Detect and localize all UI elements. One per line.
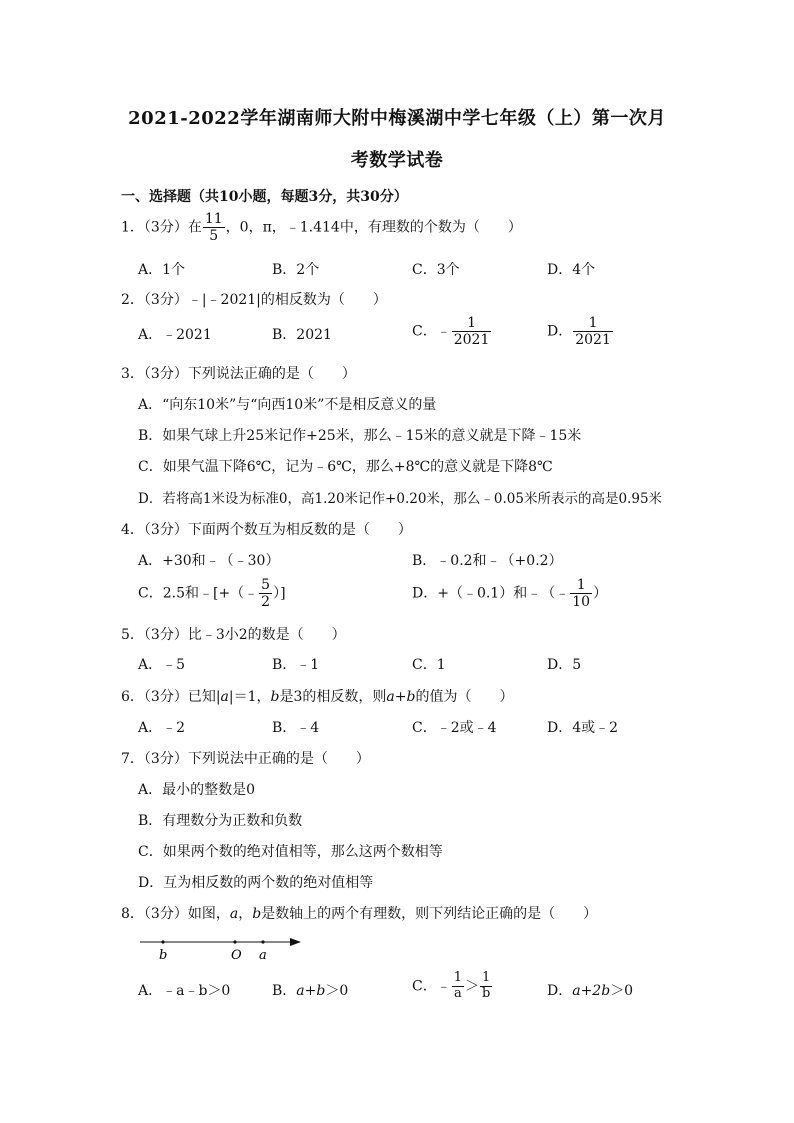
q4-option-c-prefix: C．2.5和﹣[+（﹣	[138, 585, 259, 602]
q3-option-b: B．如果气球上升25米记作+25米，那么﹣15米的意义就是下降﹣15米	[138, 428, 582, 444]
q1-option-d: D．4个	[547, 262, 596, 278]
fraction-5-2	[259, 577, 272, 610]
var-b: b	[270, 689, 280, 705]
question-4: 4．（3分）下面两个数互为相反数的是（ ）	[121, 522, 412, 538]
q8-stem-pre: 8．（3分）如图，	[121, 906, 230, 922]
var-a: a	[220, 689, 229, 705]
q4-option-d	[412, 577, 607, 610]
section-heading: 一、选择题（共10小题，每题3分，共30分）	[121, 189, 408, 205]
q2-option-b: B．2021	[272, 327, 332, 343]
fraction-numerator: 5	[261, 577, 271, 593]
number-line-figure	[135, 932, 315, 968]
q8-stem-end: 是数轴上的两个有理数，则下列结论正确的是（ ）	[261, 906, 598, 922]
fraction-numerator: 1	[453, 970, 462, 985]
question-1	[121, 211, 522, 244]
page-title: 2021-2022学年湖南师大附中梅溪湖中学七年级（上）第一次月	[128, 108, 666, 129]
fraction-denominator: 5	[209, 228, 219, 245]
q4-option-c-suffix: ）]	[273, 585, 286, 602]
q4-option-d-prefix: D．+（﹣0.1）和﹣（﹣	[412, 585, 570, 602]
q6-stem-end: 的值为（ ）	[415, 689, 514, 705]
q7-option-a: A．最小的整数是0	[138, 782, 256, 798]
fraction-numerator: 1	[480, 971, 492, 987]
q7-option-b: B．有理数分为正数和负数	[138, 813, 303, 829]
expr-a-plus-2b: a+2b	[572, 983, 611, 999]
fraction-1-b	[480, 971, 492, 1002]
point-b	[161, 940, 164, 943]
q1-option-a: A．1个	[138, 262, 186, 278]
label-o: O	[231, 948, 242, 963]
q1-option-c: C．3个	[412, 262, 460, 278]
question-7: 7．（3分）下列说法中正确的是（ ）	[121, 751, 370, 767]
q4-option-c	[138, 577, 286, 610]
q5-option-b: B．﹣1	[272, 657, 320, 673]
q3-option-d: D．若将高1米设为标准0，高1.20米记作+0.20米，那么﹣0.05米所表示的高是0.95米	[138, 491, 663, 507]
q2-option-d-prefix: D．	[547, 323, 573, 340]
q4-option-a: A．+30和﹣（﹣30）	[138, 553, 280, 569]
q6-stem-mid2: 是3的相反数，则	[279, 689, 387, 705]
q8-option-c-prefix: C．﹣	[412, 978, 451, 995]
q8-option-b-end: ＞0	[325, 983, 349, 999]
q7-option-d: D．互为相反数的两个数的绝对值相等	[138, 875, 374, 891]
q6-option-b: B．﹣4	[272, 720, 320, 736]
var-a: a	[229, 906, 239, 922]
fraction-1-2021	[573, 315, 613, 348]
fraction-11-5	[203, 211, 225, 244]
q2-option-c	[412, 315, 492, 348]
question-3: 3．（3分）下列说法正确的是（ ）	[121, 366, 356, 382]
question-2: 2．（3分）﹣|﹣2021|的相反数为（ ）	[121, 292, 387, 308]
q6-stem-mid: |＝1，	[228, 689, 271, 705]
q8-option-d	[547, 980, 633, 1000]
question-5: 5．（3分）比﹣3小2的数是（ ）	[121, 627, 346, 643]
point-a	[261, 940, 264, 943]
q6-stem-pre: 6．（3分）已知|	[121, 689, 221, 705]
q7-option-c: C．如果两个数的绝对值相等，那么这两个数相等	[138, 844, 443, 860]
q3-option-a: A．“向东10米”与“向西10米”不是相反意义的量	[138, 397, 437, 413]
expr-a-plus-b: a+b	[296, 983, 326, 999]
fraction-denominator: b	[482, 985, 491, 1001]
question-1-rest: ，0，π，﹣1.414中，有理数的个数为（ ）	[225, 219, 522, 236]
q4-option-b: B．﹣0.2和﹣（+0.2）	[412, 553, 563, 569]
fraction-numerator: 11	[204, 211, 223, 227]
question-1-prefix: 1．（3分）在	[121, 219, 202, 236]
q4-option-d-suffix: ）	[593, 585, 608, 602]
expr-a-plus-b: a+b	[386, 689, 416, 705]
q2-option-d	[547, 315, 614, 348]
q6-option-c: C．﹣2或﹣4	[412, 720, 497, 736]
q5-option-d: D．5	[547, 657, 582, 673]
q3-option-c: C．如果气温下降6℃，记为﹣6℃，那么+8℃的意义就是下降8℃	[138, 459, 553, 475]
fraction-numerator: 1	[573, 315, 613, 332]
question-6	[121, 686, 513, 706]
q6-option-a: A．﹣2	[138, 720, 186, 736]
fraction-1-10	[570, 577, 592, 610]
q8-option-a: A．﹣a﹣b＞0	[138, 983, 231, 999]
q5-option-a: A．﹣5	[138, 657, 186, 673]
q8-option-b	[272, 980, 348, 1000]
question-8	[121, 903, 597, 923]
point-o	[233, 940, 236, 943]
fraction-denominator: 10	[572, 594, 591, 611]
page-title-line2: 考数学试卷	[350, 150, 444, 171]
q8-option-b-pre: B．	[272, 983, 297, 999]
q6-option-d: D．4或﹣2	[547, 720, 619, 736]
fraction-1-2021	[452, 315, 492, 348]
var-b: b	[252, 906, 262, 922]
q2-option-a: A．﹣2021	[138, 327, 212, 343]
q8-sep: ，	[238, 906, 253, 922]
fraction-1-a	[452, 971, 464, 1002]
fraction-denominator: 2021	[453, 332, 490, 349]
label-a: a	[259, 948, 267, 963]
fraction-numerator: 1	[570, 577, 592, 594]
fraction-denominator: a	[453, 985, 462, 1001]
q8-option-c	[412, 971, 493, 1002]
q1-option-b: B．2个	[272, 262, 320, 278]
label-b: b	[159, 948, 168, 963]
arrow-head-icon	[290, 938, 301, 946]
q8-option-d-end: ＞0	[610, 983, 634, 999]
fraction-denominator: 2021	[575, 332, 611, 349]
q5-option-c: C．1	[412, 657, 446, 673]
q8-option-d-pre: D．	[547, 983, 573, 999]
fraction-numerator: 1	[452, 315, 492, 332]
greater-than-sign: ＞	[465, 978, 479, 995]
q2-option-c-prefix: C．﹣	[412, 323, 451, 340]
fraction-denominator: 2	[261, 594, 271, 611]
